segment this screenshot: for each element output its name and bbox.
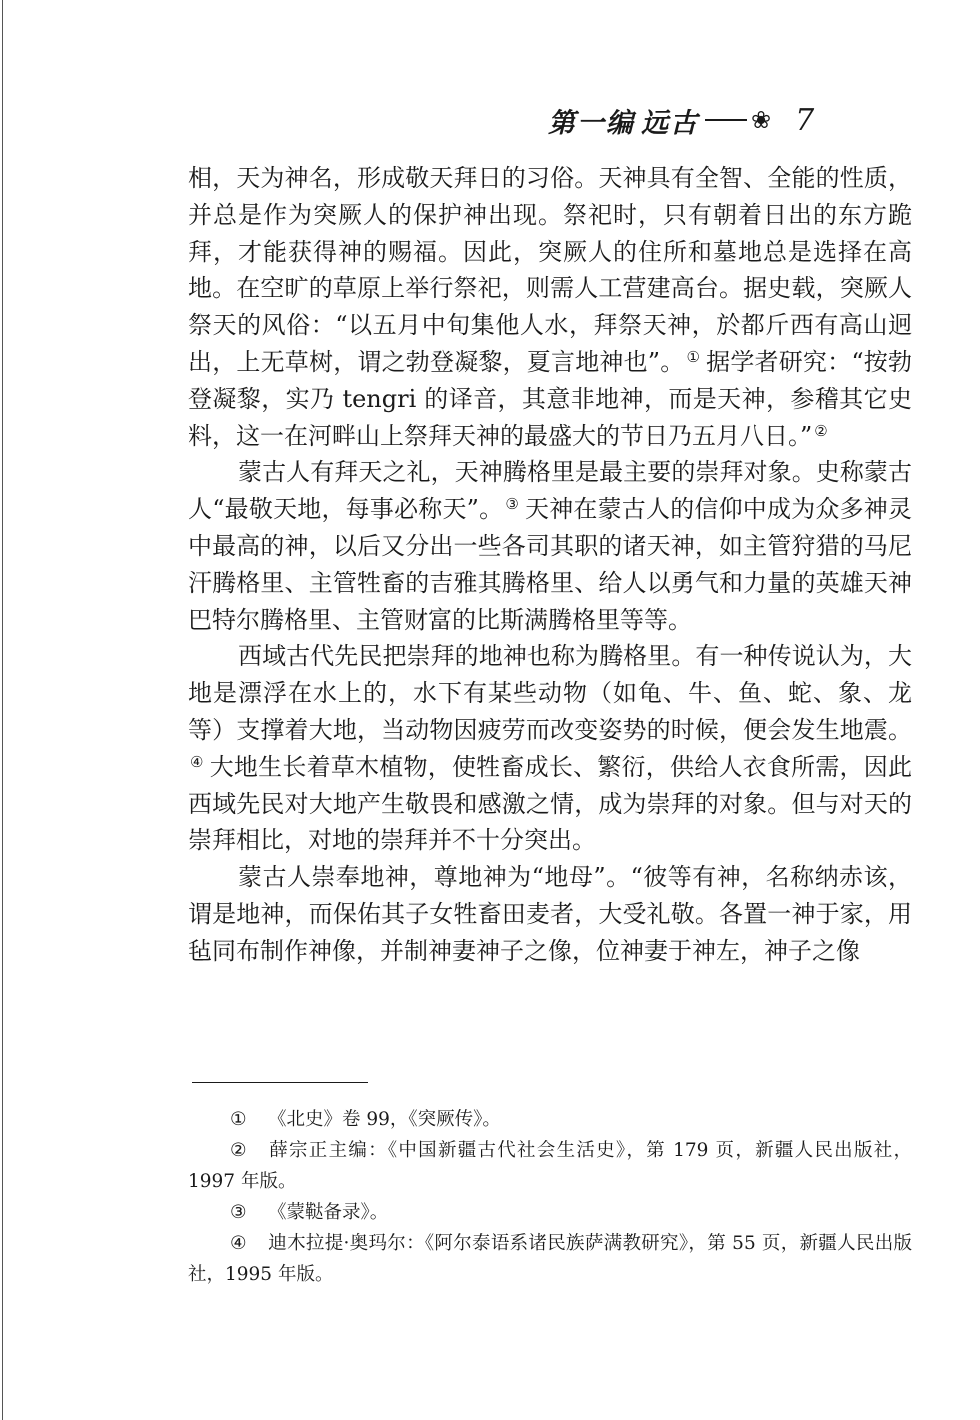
footnote — [188, 1228, 912, 1290]
body-text — [188, 160, 912, 970]
paragraph-text: 蒙古人有拜天之礼，天神腾格里是最主要的崇拜对象。史称蒙古人“最敬天地，每事必称天”。 — [188, 458, 912, 524]
paragraph-text: 天神在蒙古人的信仰中成为众多神灵中最高的神，以后又分出一些各司其职的诸天神，如主管狩猎的马尼汗腾格里、主管牲畜的吉雅其腾格里、给人以勇气和力量的英雄天神巴特尔腾格里、主管财富的比斯满腾格里等等。 — [188, 495, 912, 634]
footnote-text: 薛宗正主编：《中国新疆古代社会生活史》，第 179 页，新疆人民出版社，1997 年版。 — [188, 1140, 912, 1192]
footnote-reference[interactable]: ② — [814, 421, 828, 440]
paragraph — [188, 454, 912, 638]
footnote — [188, 1197, 912, 1228]
page-edge-line — [2, 0, 3, 1420]
paragraph — [188, 859, 912, 969]
footnote-separator — [192, 1082, 368, 1083]
footnote-marker: ② — [230, 1140, 247, 1161]
paragraph — [188, 160, 912, 454]
header-dash — [705, 119, 747, 121]
footnote-reference[interactable]: ③ — [505, 495, 519, 514]
footnote — [188, 1135, 912, 1197]
header-part-title: 第一编 — [548, 107, 635, 139]
footnote-text: 《蒙鞑备录》。 — [268, 1202, 389, 1223]
footnote-marker: ④ — [230, 1233, 247, 1254]
paragraph-text: 西域古代先民把崇拜的地神也称为腾格里。有一种传说认为，大地是漂浮在水上的，水下有某些动物（如龟、牛、鱼、蛇、象、龙等）支撑着大地，当动物因疲劳而改变姿势的时候，便会发生地震。 — [188, 642, 912, 744]
footnote-reference[interactable]: ④ — [190, 752, 204, 771]
paragraph-text: 相，天为神名，形成敬天拜日的习俗。天神具有全智、全能的性质，并总是作为突厥人的保护神出现。祭祀时，只有朝着日出的东方跪拜，才能获得神的赐福。因此，突厥人的住所和墓地总是选择在高地。在空旷的草原上举行祭祀，则需人工营建高台。据史载，突厥人祭天的风俗：“以五月中旬集他人水，拜祭天神，於都斤西有高山迥出，上无草树，谓之勃登凝黎，夏言地神也”。 — [188, 164, 912, 376]
footnote-marker: ① — [230, 1109, 247, 1130]
header-section-title: 远古 — [641, 107, 699, 139]
footnote-text: 《北史》卷 99，《突厥传》。 — [268, 1109, 501, 1130]
paragraph-text: 据学者研究：“按勃登凝黎，实乃 tengri 的译音，其意非地神，而是天神，参稽其它史料，这一在河畔山上祭拜天神的最盛大的节日乃五月八日。” — [188, 347, 912, 450]
footnotes — [188, 1104, 912, 1290]
paragraph — [188, 638, 912, 859]
page-number: 7 — [795, 102, 817, 138]
footnote-text: 迪木拉提·奥玛尔：《阿尔泰语系诸民族萨满教研究》，第 55 页，新疆人民出版社，1995 年版。 — [188, 1233, 912, 1285]
footnote-marker: ③ — [230, 1202, 247, 1223]
paragraph-text: 大地生长着草木植物，使牲畜成长、繁衍，供给人衣食所需，因此西域先民对大地产生敬畏和感激之情，成为崇拜的对象。但与对天的崇拜相比，对地的崇拜并不十分突出。 — [188, 752, 913, 855]
flower-ornament-icon: ❀ — [751, 106, 774, 134]
paragraph-text: 蒙古人崇奉地神，尊地神为“地母”。“彼等有神，名称纳赤该，谓是地神，而保佑其子女牲畜田麦者，大受礼敬。各置一神于家，用毡同布制作神像，并制神妻神子之像，位神妻于神左，神子之像 — [188, 863, 912, 965]
running-header — [548, 100, 888, 140]
footnote-reference[interactable]: ① — [686, 347, 701, 366]
footnote — [188, 1104, 912, 1135]
